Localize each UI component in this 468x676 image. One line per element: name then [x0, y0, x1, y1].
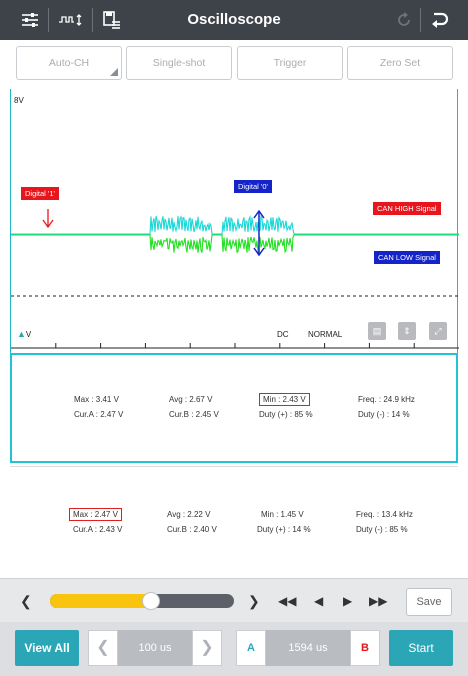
a-duty-neg: Duty (-) : 14 %	[358, 410, 410, 419]
b-duty-neg: Duty (-) : 85 %	[356, 525, 408, 534]
measurement-panel-b[interactable]	[10, 466, 458, 576]
zero-set-button[interactable]: Zero Set	[347, 46, 453, 80]
chevron-left-icon[interactable]: ❮	[20, 593, 32, 609]
a-min: Min : 2.43 V	[259, 393, 310, 406]
channel-unit: V	[25, 330, 32, 339]
view-all-button[interactable]: View All	[15, 630, 79, 666]
single-shot-button[interactable]: Single-shot	[126, 46, 232, 80]
digital-one-label: Digital '1'	[21, 187, 59, 200]
can-high-label: CAN HIGH Signal	[373, 202, 441, 215]
voltage-scale-label: 8V	[14, 96, 24, 105]
auto-ch-button[interactable]	[16, 46, 122, 80]
mode-label: NORMAL	[308, 330, 343, 339]
start-button[interactable]: Start	[389, 630, 453, 666]
b-max: Max : 2.47 V	[69, 508, 122, 521]
fullscreen-icon[interactable]: ⤢	[429, 322, 447, 340]
can-high-trace	[11, 216, 459, 234]
rewind-icon[interactable]: ◀◀	[278, 594, 297, 608]
b-min: Min : 1.45 V	[261, 510, 304, 519]
chevron-right-icon[interactable]: ❯	[248, 593, 260, 609]
save-list-icon[interactable]	[100, 8, 124, 32]
auto-ch-label: Auto-CH	[48, 57, 90, 69]
a-avg: Avg : 2.67 V	[169, 395, 213, 404]
play-icon[interactable]: ▶	[343, 594, 353, 608]
b-cur-a: Cur.A : 2.43 V	[73, 525, 123, 534]
measurement-panel-a[interactable]	[10, 353, 458, 463]
playback-slider-fill	[50, 594, 151, 608]
time-div-value: 100 us	[118, 630, 192, 666]
a-cur-a: Cur.A : 2.47 V	[74, 410, 124, 419]
b-duty-pos: Duty (+) : 14 %	[257, 525, 311, 534]
b-cur-b: Cur.B : 2.40 V	[167, 525, 217, 534]
back-icon[interactable]	[428, 8, 452, 32]
can-low-label: CAN LOW Signal	[374, 251, 440, 264]
fast-forward-icon[interactable]: ▶▶	[369, 594, 388, 608]
step-back-icon[interactable]: ◀	[314, 594, 324, 608]
page-title: Oscilloscope	[187, 11, 281, 28]
a-max: Max : 3.41 V	[74, 395, 119, 404]
save-button[interactable]: Save	[406, 588, 452, 616]
oscilloscope-display[interactable]	[10, 89, 458, 353]
time-decrease-button[interactable]: ❮	[88, 630, 118, 666]
a-freq: Freq. : 24.9 kHz	[358, 395, 415, 404]
cursor-delta-value: 1594 us	[266, 630, 350, 666]
copy-icon[interactable]: ▤	[368, 322, 386, 340]
top-bar	[0, 0, 468, 40]
trigger-button[interactable]: Trigger	[237, 46, 343, 80]
channel-a-icon: ▲	[17, 329, 26, 339]
cursor-a-button[interactable]: A	[236, 630, 266, 666]
dropdown-corner-icon	[110, 68, 118, 76]
b-avg: Avg : 2.22 V	[167, 510, 211, 519]
a-cur-b: Cur.B : 2.45 V	[169, 410, 219, 419]
cursor-b-button[interactable]: B	[350, 630, 380, 666]
bottom-toolbar	[0, 622, 468, 676]
waveform-icon[interactable]	[56, 8, 86, 32]
playback-bar	[0, 578, 468, 622]
function-toolbar	[0, 40, 468, 86]
time-increase-button[interactable]: ❯	[192, 630, 222, 666]
b-freq: Freq. : 13.4 kHz	[356, 510, 413, 519]
waveform-plot	[11, 89, 459, 353]
coupling-label: DC	[277, 330, 289, 339]
settings-sliders-icon[interactable]	[18, 8, 42, 32]
a-duty-pos: Duty (+) : 85 %	[259, 410, 313, 419]
vertical-resize-icon[interactable]: ⇕	[398, 322, 416, 340]
channel-indicator	[17, 329, 31, 339]
digital-zero-label: Digital '0'	[234, 180, 272, 193]
refresh-icon[interactable]	[392, 8, 416, 32]
